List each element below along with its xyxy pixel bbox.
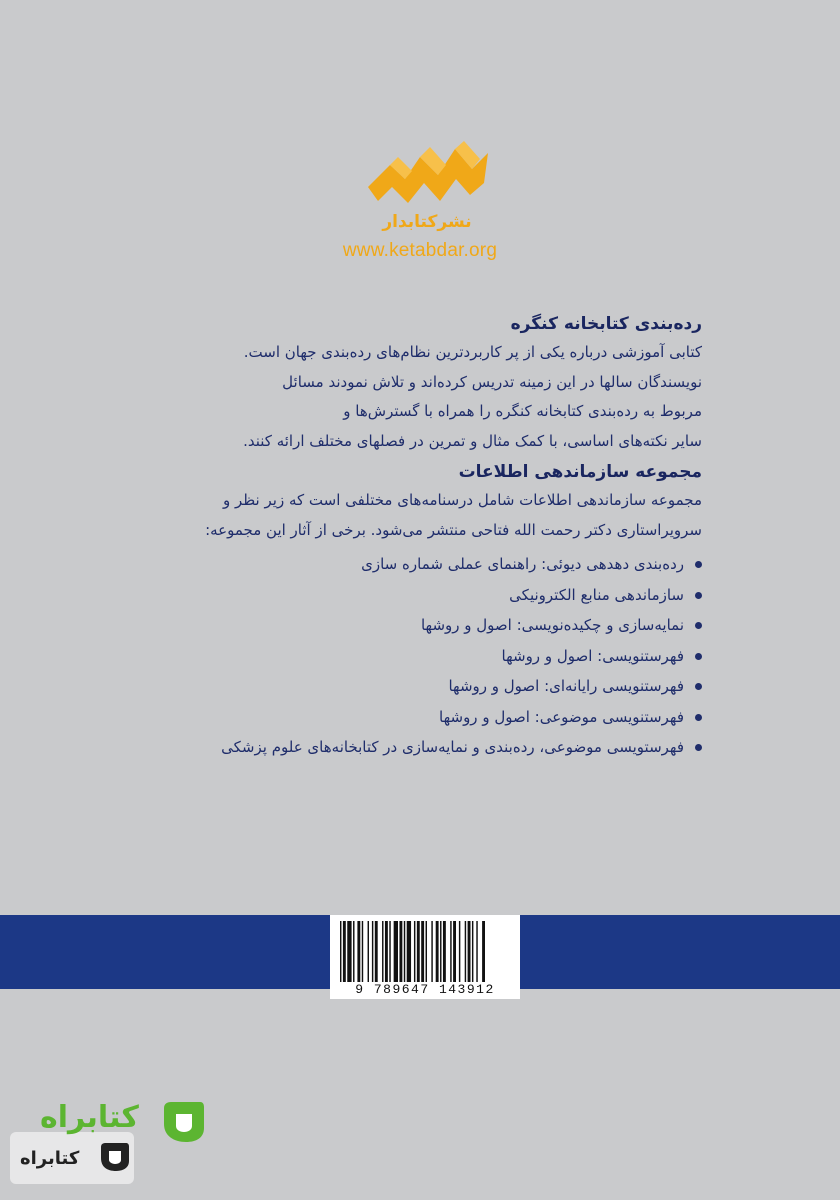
barcode-bar: [389, 921, 390, 983]
section2-title: مجموعه سازماندهی اطلاعات: [458, 462, 702, 482]
barcode-bar: [382, 921, 383, 983]
barcode-bar: [394, 921, 398, 983]
barcode-bar: [417, 921, 420, 983]
bullet-icon: [695, 622, 702, 629]
barcode-bar: [468, 921, 471, 983]
section1-line: سایر نکته‌های اساسی، با کمک مثال و تمرین در فصلهای مختلف ارائه کنند.: [243, 431, 702, 450]
section1-title: رده‌بندی کتابخانه کنگره: [510, 314, 702, 334]
barcode-bar: [362, 921, 363, 983]
list-item-text: نمایه‌سازی و چکیده‌نویسی: اصول و روشها: [420, 616, 684, 634]
section1-line: کتابی آموزشی درباره یکی از پر کاربردترین نظام‌های رده‌بندی جهان است.: [243, 343, 702, 361]
isbn-barcode: [330, 915, 520, 999]
bullet-icon: [695, 592, 702, 599]
list-item-text: سازماندهی منابع الکترونیکی: [509, 585, 684, 604]
barcode-bar: [353, 921, 354, 983]
list-item: [120, 702, 702, 733]
barcode-bar: [440, 921, 441, 983]
barcode-bar: [357, 921, 360, 983]
ketabrah-logo-icon: [160, 1098, 208, 1146]
publisher-website: www.ketabdar.org: [342, 240, 498, 261]
publisher-logo-text: نشرکتابدار: [382, 212, 472, 232]
barcode-bar: [421, 921, 424, 983]
description-block: [120, 310, 702, 763]
barcode-bar: [404, 921, 405, 983]
list-item: [120, 641, 702, 672]
section2-line: مجموعه سازماندهی اطلاعات شامل درسنامه‌های مختلفی است که زیر نظر و: [222, 491, 702, 509]
list-item-text: فهرستنویسی رایانه‌ای: اصول و روشها: [448, 677, 684, 695]
series-works-list: [120, 549, 702, 763]
bullet-icon: [695, 714, 702, 721]
list-item-text: رده‌بندی دهدهی دیوئی: راهنمای عملی شماره سازی: [361, 555, 684, 573]
isbn-digits: 9 789647 143912: [330, 982, 520, 997]
bullet-icon: [695, 683, 702, 690]
publisher-logo: [360, 135, 495, 235]
barcode-bar: [347, 921, 351, 983]
barcode-bar: [368, 921, 369, 983]
barcode-bar: [340, 921, 341, 983]
list-item: [120, 732, 702, 763]
barcode-bar: [372, 921, 373, 983]
barcode-bar: [482, 921, 485, 983]
barcode-bar: [465, 921, 466, 983]
list-item-text: فهرستویسی موضوعی، رده‌بندی و نمایه‌سازی در کتابخانه‌های علوم پزشکی: [221, 738, 684, 756]
list-item-text: فهرستنویسی: اصول و روشها: [501, 646, 684, 665]
barcode-bar: [414, 921, 415, 983]
watermark-brand: کتابراه: [40, 1100, 139, 1135]
section2-line: سرویراستاری دکتر رحمت الله فتاحی منتشر می‌شود. برخی از آثار این مجموعه:: [205, 520, 702, 539]
list-item: [120, 580, 702, 611]
ketabrah-watermark[interactable]: [10, 1090, 210, 1190]
barcode-bar: [450, 921, 451, 983]
list-item: [120, 671, 702, 702]
watermark-brand-small: کتابراه: [20, 1148, 80, 1169]
list-item: [120, 549, 702, 580]
barcode-bar: [472, 921, 473, 983]
barcode-bar: [453, 921, 456, 983]
ketabrah-small-icon: [98, 1140, 132, 1174]
section1-paragraph: [120, 338, 702, 456]
list-item-text: فهرستنویسی موضوعی: اصول و روشها: [439, 707, 684, 726]
barcode-bar: [459, 921, 460, 983]
barcode-bar: [399, 921, 402, 983]
list-item: [120, 610, 702, 641]
barcode-bar: [375, 921, 378, 983]
barcode-icon: [330, 915, 520, 985]
section1-line: نویسندگان سالها در این زمینه تدریس کرده‌اند و تلاش نمودند مسائل: [282, 372, 702, 391]
barcode-bar: [436, 921, 439, 983]
section2-paragraph: [120, 486, 702, 545]
publisher-logo-graphic: [360, 135, 495, 235]
barcode-bar: [407, 921, 411, 983]
bullet-icon: [695, 744, 702, 751]
barcode-bar: [476, 921, 477, 983]
section1-line: مربوط به رده‌بندی کتابخانه کنگره را همراه با گسترش‌ها و: [343, 402, 702, 420]
bullet-icon: [695, 653, 702, 660]
barcode-bar: [431, 921, 432, 983]
barcode-bar: [426, 921, 427, 983]
barcode-bar: [343, 921, 346, 983]
barcode-bar: [385, 921, 388, 983]
bullet-icon: [695, 561, 702, 568]
barcode-bar: [443, 921, 446, 983]
